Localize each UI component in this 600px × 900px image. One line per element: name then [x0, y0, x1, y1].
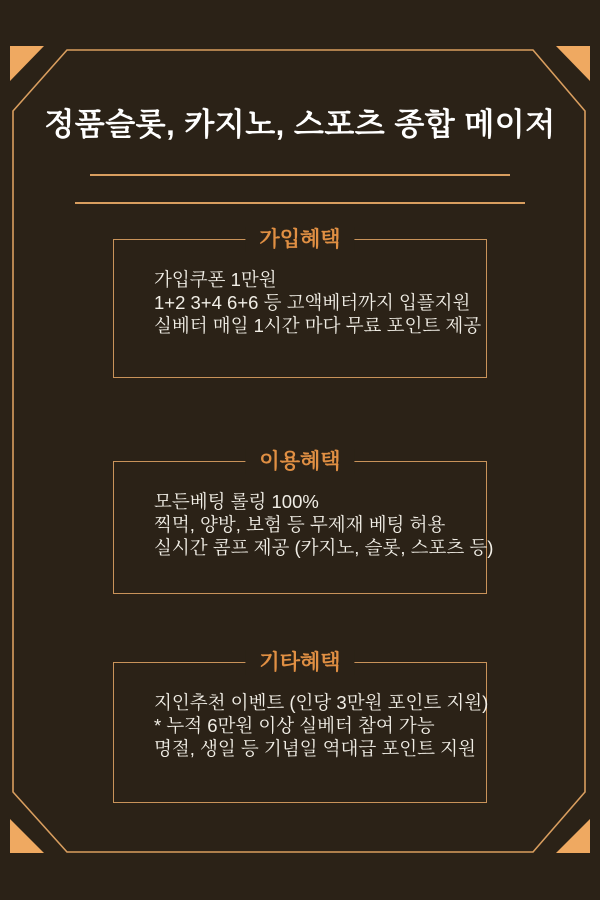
corner-triangle-bottom-left-icon — [10, 819, 44, 853]
benefit-line: * 누적 6만원 이상 실베터 참여 가능 — [154, 715, 435, 736]
section-body-usage — [114, 462, 494, 559]
title-underline-bottom — [75, 202, 525, 204]
benefit-line: 실시간 콤프 제공 (카지노, 슬롯, 스포츠 등) — [154, 537, 494, 558]
corner-triangle-top-right-icon — [556, 46, 590, 81]
section-title-signup: 가입혜택 — [245, 227, 354, 252]
section-title-usage: 이용혜택 — [245, 449, 354, 474]
section-body-other — [114, 663, 489, 760]
section-title-other: 기타혜택 — [245, 650, 354, 675]
benefit-line: 지인추천 이벤트 (인당 3만원 포인트 지원) — [154, 692, 489, 713]
benefit-box-other — [113, 651, 489, 803]
page-title: 정품슬롯, 카지노, 스포츠 종합 메이저 — [44, 107, 556, 142]
corner-triangle-top-left-icon — [10, 46, 44, 81]
title-underline-top — [90, 174, 510, 176]
benefit-line: 실베터 매일 1시간 마다 무료 포인트 제공 — [154, 315, 482, 336]
corner-triangle-bottom-right-icon — [556, 819, 590, 853]
benefit-line: 가입쿠폰 1만원 — [154, 269, 277, 290]
benefit-line: 찍먹, 양방, 보험 등 무제재 베팅 허용 — [154, 514, 446, 535]
benefit-line: 명절, 생일 등 기념일 역대급 포인트 지원 — [154, 738, 476, 759]
benefit-box-signup — [113, 228, 487, 378]
benefit-box-usage — [113, 450, 494, 594]
benefit-line: 모든베팅 롤링 100% — [154, 491, 319, 512]
benefit-line: 1+2 3+4 6+6 등 고액베터까지 입플지원 — [154, 292, 471, 313]
section-body-signup — [114, 240, 486, 337]
